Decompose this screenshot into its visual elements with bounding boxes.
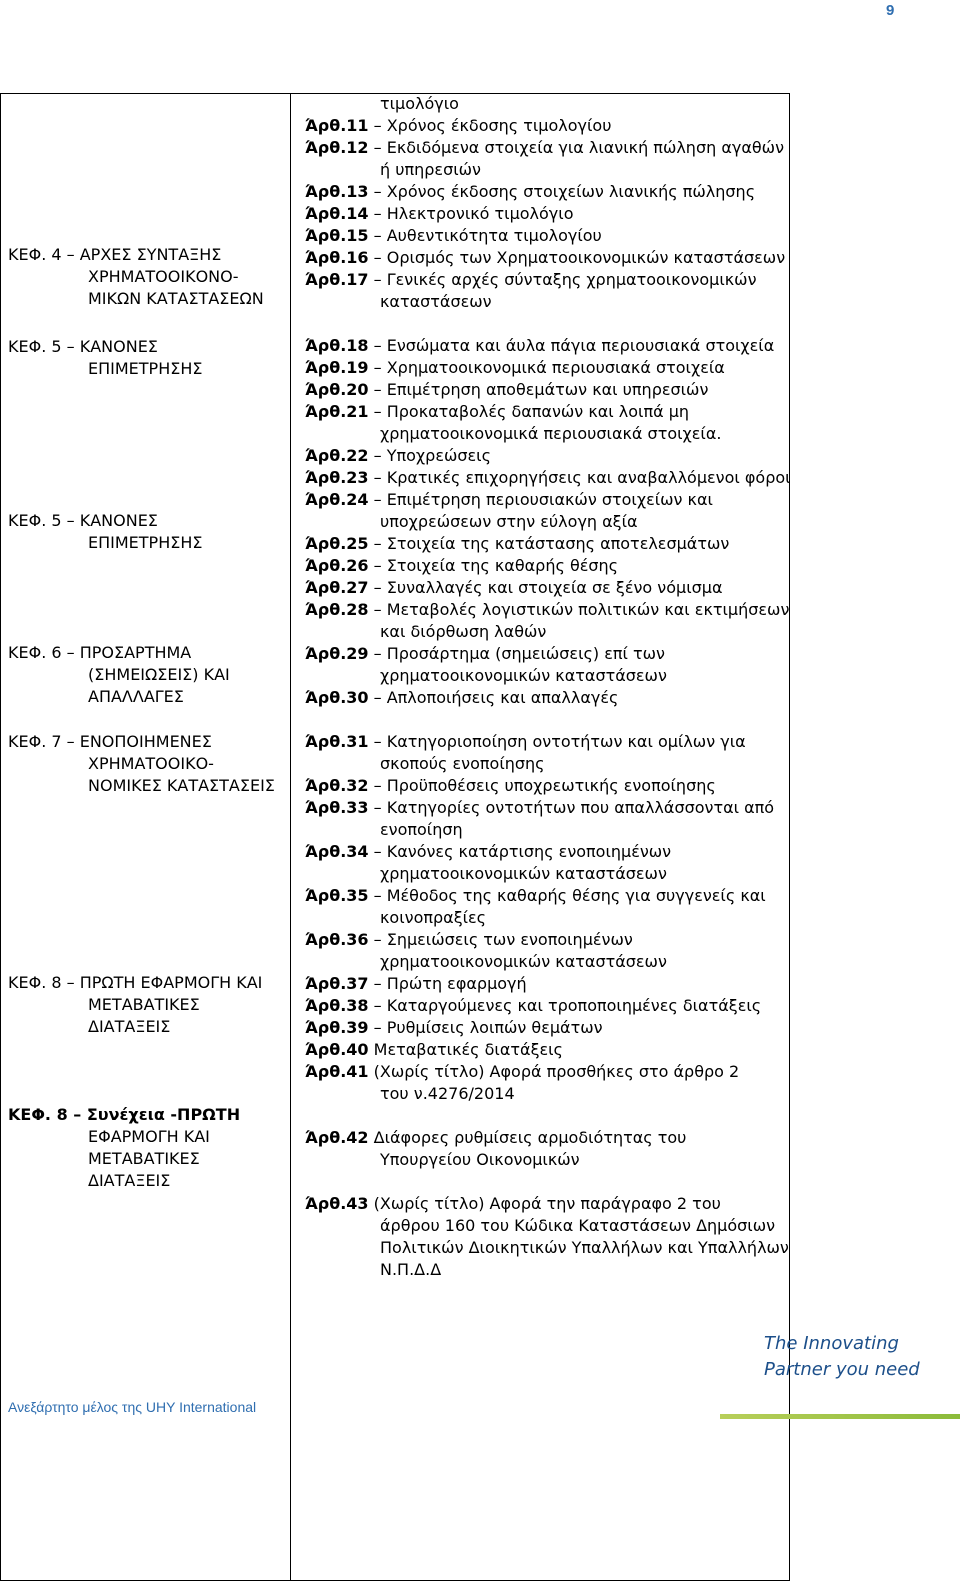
article-dash: – — [368, 336, 387, 355]
article-title: Ορισμός των Χρηματοοικονομικών καταστάσεων — [386, 248, 786, 267]
page-number: 9 — [886, 2, 895, 19]
chapter-line: ΕΠΙΜΕΤΡΗΣΗΣ — [88, 533, 203, 552]
article-number: Άρθ.21 — [305, 402, 369, 421]
article-title: Σημειώσεις των ενοποιημένων — [386, 930, 633, 949]
article-dash: – — [368, 402, 387, 421]
article-title-continued: κοινοπραξίες — [380, 908, 487, 927]
article-entry — [305, 445, 785, 467]
chapter-line: ΚΕΦ. 7 – ΕΝΟΠΟΙΗΜΕΝΕΣ — [8, 732, 212, 751]
article-dash: – — [368, 116, 387, 135]
article-entry — [305, 1193, 789, 1281]
article-entry — [305, 115, 785, 137]
article-title: Επιμέτρηση περιουσιακών στοιχείων και — [386, 490, 713, 509]
article-title: Συναλλαγές και στοιχεία σε ξένο νόμισμα — [386, 578, 723, 597]
article-entry — [305, 555, 785, 577]
article-dash: – — [368, 358, 387, 377]
article-entry — [305, 973, 785, 995]
article-dash: – — [368, 556, 387, 575]
article-entry — [305, 247, 785, 269]
article-number: Άρθ.18 — [305, 336, 369, 355]
article-number: Άρθ.32 — [305, 776, 369, 795]
article-title: Πρώτη εφαρμογή — [386, 974, 527, 993]
article-title: Επιμέτρηση αποθεμάτων και υπηρεσιών — [386, 380, 709, 399]
chapter-line: ΚΕΦ. 4 – ΑΡΧΕΣ ΣΥΝΤΑΞΗΣ — [8, 245, 222, 264]
article-number: Άρθ.40 — [305, 1040, 369, 1059]
article-title: τιμολόγιο — [380, 94, 459, 113]
chapter-line: ΝΟΜΙΚΕΣ ΚΑΤΑΣΤΑΣΕΙΣ — [88, 776, 275, 795]
chapter-line: ΧΡΗΜΑΤΟΟΙΚΟ- — [88, 754, 214, 773]
article-entry — [305, 797, 785, 841]
article-dash: – — [368, 182, 387, 201]
article-number: Άρθ.38 — [305, 996, 369, 1015]
article-title: Προκαταβολές δαπανών και λοιπά μη — [386, 402, 690, 421]
article-number: Άρθ.26 — [305, 556, 369, 575]
chapter-4 — [8, 244, 286, 310]
article-title: Εκδιδόμενα στοιχεία για λιανική πώληση αγαθών — [386, 138, 784, 157]
article-title: Στοιχεία της κατάστασης αποτελεσμάτων — [386, 534, 730, 553]
article-number: Άρθ.22 — [305, 446, 369, 465]
chapter-line: ΜΕΤΑΒΑΤΙΚΕΣ — [88, 1149, 200, 1168]
article-entry — [305, 599, 790, 643]
chapter-7 — [8, 731, 286, 797]
chapter-8-continued — [8, 1104, 286, 1192]
article-entry — [305, 995, 785, 1017]
article-title-continued: και διόρθωση λαθών — [380, 622, 547, 641]
article-title-continued: υποχρεώσεων στην εύλογη αξία — [380, 512, 638, 531]
article-entry — [305, 225, 785, 247]
chapter-line: ΚΕΦ. 5 – ΚΑΝΟΝΕΣ — [8, 511, 158, 530]
article-title: Μεταβολές λογιστικών πολιτικών και εκτιμήσεων — [386, 600, 790, 619]
article-number: Άρθ.43 — [305, 1194, 369, 1213]
chapter-line: ΜΙΚΩΝ ΚΑΤΑΣΤΑΣΕΩΝ — [88, 289, 264, 308]
footer-tagline — [764, 1331, 920, 1383]
column-divider — [290, 94, 291, 1580]
article-number: Άρθ.27 — [305, 578, 369, 597]
article-entry — [305, 335, 785, 357]
articles-list — [305, 93, 791, 1281]
article-entry — [305, 379, 785, 401]
article-title: Απλοποιήσεις και απαλλαγές — [386, 688, 619, 707]
article-number: Άρθ.28 — [305, 600, 369, 619]
article-number: Άρθ.25 — [305, 534, 369, 553]
article-title: Υποχρεώσεις — [386, 446, 491, 465]
article-number: Άρθ.11 — [305, 116, 369, 135]
article-title-continued: χρηματοοικονομικών καταστάσεων — [380, 666, 667, 685]
article-title-continued: χρηματοοικονομικών καταστάσεων — [380, 952, 667, 971]
article-number: Άρθ.24 — [305, 490, 369, 509]
article-title: Κατηγορίες οντοτήτων που απαλλάσσονται από — [386, 798, 775, 817]
article-entry — [305, 137, 785, 181]
article-dash: – — [368, 534, 387, 553]
article-title-continued: Πολιτικών Διοικητικών Υπαλλήλων και Υπαλλήλων — [380, 1238, 789, 1257]
article-dash: – — [368, 578, 387, 597]
article-entry — [305, 489, 785, 533]
article-title: Χρηματοοικονομικά περιουσιακά στοιχεία — [386, 358, 725, 377]
article-number: Άρθ.12 — [305, 138, 369, 157]
article-number: Άρθ.23 — [305, 468, 369, 487]
article-number: Άρθ.41 — [305, 1062, 369, 1081]
article-title: Καταργούμενες και τροποποιημένες διατάξεις — [386, 996, 762, 1015]
footer-membership: Ανεξάρτητο μέλος της UHY International — [8, 1399, 257, 1415]
article-entry — [305, 687, 785, 709]
article-title: Κατηγοριοποίηση οντοτήτων και ομίλων για — [386, 732, 746, 751]
article-dash: – — [368, 732, 387, 751]
chapter-line: ΕΠΙΜΕΤΡΗΣΗΣ — [88, 359, 203, 378]
article-title-continued: του ν.4276/2014 — [380, 1084, 515, 1103]
chapter-line: ΚΕΦ. 8 – Συνέχεια -ΠΡΩΤΗ — [8, 1105, 241, 1124]
article-title: Ενσώματα και άυλα πάγια περιουσιακά στοιχεία — [386, 336, 775, 355]
article-dash: – — [368, 930, 387, 949]
article-title: Στοιχεία της καθαρής θέσης — [386, 556, 619, 575]
article-title: Γενικές αρχές σύνταξης χρηματοοικονομικών — [386, 270, 757, 289]
article-entry — [305, 181, 785, 203]
chapter-line: ΚΕΦ. 6 – ΠΡΟΣΑΡΤΗΜΑ — [8, 643, 192, 662]
chapter-line: (ΣΗΜΕΙΩΣΕΙΣ) ΚΑΙ — [88, 665, 230, 684]
footer-rule — [720, 1414, 960, 1419]
article-dash: – — [368, 270, 387, 289]
article-entry — [305, 929, 785, 973]
article-dash: – — [368, 974, 387, 993]
article-number: Άρθ.20 — [305, 380, 369, 399]
article-entry — [305, 203, 785, 225]
article-dash: – — [368, 886, 387, 905]
article-entry — [305, 1127, 785, 1171]
article-title-continued: καταστάσεων — [380, 292, 492, 311]
article-dash: – — [368, 1018, 387, 1037]
article-number: Άρθ.31 — [305, 732, 369, 751]
article-title: Προϋποθέσεις υποχρεωτικής ενοποίησης — [386, 776, 716, 795]
article-dash: – — [368, 446, 387, 465]
article-number: Άρθ.29 — [305, 644, 369, 663]
article-dash: – — [368, 600, 387, 619]
article-entry — [305, 731, 785, 775]
article-dash: – — [368, 776, 387, 795]
article-entry — [305, 93, 785, 115]
article-entry — [305, 775, 785, 797]
article-title: Αυθεντικότητα τιμολογίου — [386, 226, 602, 245]
article-number: Άρθ.17 — [305, 270, 369, 289]
article-number: Άρθ.30 — [305, 688, 369, 707]
article-title-continued: άρθρου 160 του Κώδικα Καταστάσεων Δημόσιων — [380, 1216, 776, 1235]
tagline-line-2: Partner you need — [764, 1359, 920, 1380]
article-title: Χρόνος έκδοσης τιμολογίου — [386, 116, 612, 135]
chapter-line: ΜΕΤΑΒΑΤΙΚΕΣ — [88, 995, 200, 1014]
article-title: Μεταβατικές διατάξεις — [373, 1040, 563, 1059]
chapter-line: ΔΙΑΤΑΞΕΙΣ — [88, 1171, 171, 1190]
article-title: Ρυθμίσεις λοιπών θεμάτων — [386, 1018, 603, 1037]
article-title-continued: χρηματοοικονομικών καταστάσεων — [380, 864, 667, 883]
article-entry — [305, 1061, 785, 1105]
article-number: Άρθ.37 — [305, 974, 369, 993]
chapter-5-a — [8, 336, 286, 380]
article-dash: – — [368, 204, 387, 223]
article-dash: – — [368, 138, 387, 157]
article-dash: – — [368, 996, 387, 1015]
article-title-continued: χρηματοοικονομικά περιουσιακά στοιχεία. — [380, 424, 722, 443]
article-dash: – — [368, 248, 387, 267]
tagline-line-1: The Innovating — [764, 1333, 899, 1354]
article-number: Άρθ.19 — [305, 358, 369, 377]
article-dash: – — [368, 798, 387, 817]
article-entry — [305, 841, 785, 885]
article-dash: – — [368, 842, 387, 861]
chapter-line: ΧΡΗΜΑΤΟΟΙΚΟΝΟ- — [88, 267, 239, 286]
article-entry — [305, 1039, 785, 1061]
chapter-line: ΕΦΑΡΜΟΓΗ ΚΑΙ — [88, 1127, 210, 1146]
article-number: Άρθ.34 — [305, 842, 369, 861]
article-entry — [305, 467, 791, 489]
article-number: Άρθ.33 — [305, 798, 369, 817]
article-number: Άρθ.36 — [305, 930, 369, 949]
article-dash: – — [368, 490, 387, 509]
chapter-line: ΚΕΦ. 8 – ΠΡΩΤΗ ΕΦΑΡΜΟΓΗ ΚΑΙ — [8, 973, 263, 992]
article-number: Άρθ.42 — [305, 1128, 369, 1147]
article-entry — [305, 1017, 785, 1039]
article-number: Άρθ.16 — [305, 248, 369, 267]
article-dash: – — [368, 226, 387, 245]
article-title: (Χωρίς τίτλο) Αφορά προσθήκες στο άρθρο 2 — [373, 1062, 740, 1081]
chapter-6 — [8, 642, 286, 708]
article-title-continued: Υπουργείου Οικονομικών — [380, 1150, 580, 1169]
article-title: Προσάρτημα (σημειώσεις) επί των — [386, 644, 665, 663]
chapter-line: ΔΙΑΤΑΞΕΙΣ — [88, 1017, 171, 1036]
article-dash: – — [368, 468, 387, 487]
article-title: Μέθοδος της καθαρής θέσης για συγγενείς και — [386, 886, 766, 905]
article-number: Άρθ.13 — [305, 182, 369, 201]
article-title: Κανόνες κατάρτισης ενοποιημένων — [386, 842, 672, 861]
article-number: Άρθ.15 — [305, 226, 369, 245]
article-title: (Χωρίς τίτλο) Αφορά την παράγραφο 2 του — [373, 1194, 721, 1213]
article-title: Διάφορες ρυθμίσεις αρμοδιότητας του — [373, 1128, 687, 1147]
chapter-5-b — [8, 510, 286, 554]
article-title-continued: ενοποίηση — [380, 820, 463, 839]
article-number: Άρθ.14 — [305, 204, 369, 223]
article-entry — [305, 357, 785, 379]
article-title-continued: Ν.Π.Δ.Δ — [380, 1260, 442, 1279]
article-title: Κρατικές επιχορηγήσεις και αναβαλλόμενοι φόροι — [386, 468, 791, 487]
article-title-continued: ή υπηρεσιών — [380, 160, 481, 179]
article-dash: – — [368, 644, 387, 663]
chapter-line: ΑΠΑΛΛΑΓΕΣ — [88, 687, 184, 706]
article-title: Χρόνος έκδοσης στοιχείων λιανικής πώλησης — [386, 182, 756, 201]
article-dash: – — [368, 380, 387, 399]
article-dash: – — [368, 688, 387, 707]
article-entry — [305, 643, 785, 687]
chapter-8 — [8, 972, 286, 1038]
article-number: Άρθ.35 — [305, 886, 369, 905]
article-entry — [305, 885, 785, 929]
article-entry — [305, 533, 785, 555]
article-entry — [305, 401, 785, 445]
article-number: Άρθ.39 — [305, 1018, 369, 1037]
article-title-continued: σκοπούς ενοποίησης — [380, 754, 545, 773]
article-entry — [305, 577, 785, 599]
chapter-line: ΚΕΦ. 5 – ΚΑΝΟΝΕΣ — [8, 337, 158, 356]
article-entry — [305, 269, 785, 313]
article-title: Ηλεκτρονικό τιμολόγιο — [386, 204, 574, 223]
